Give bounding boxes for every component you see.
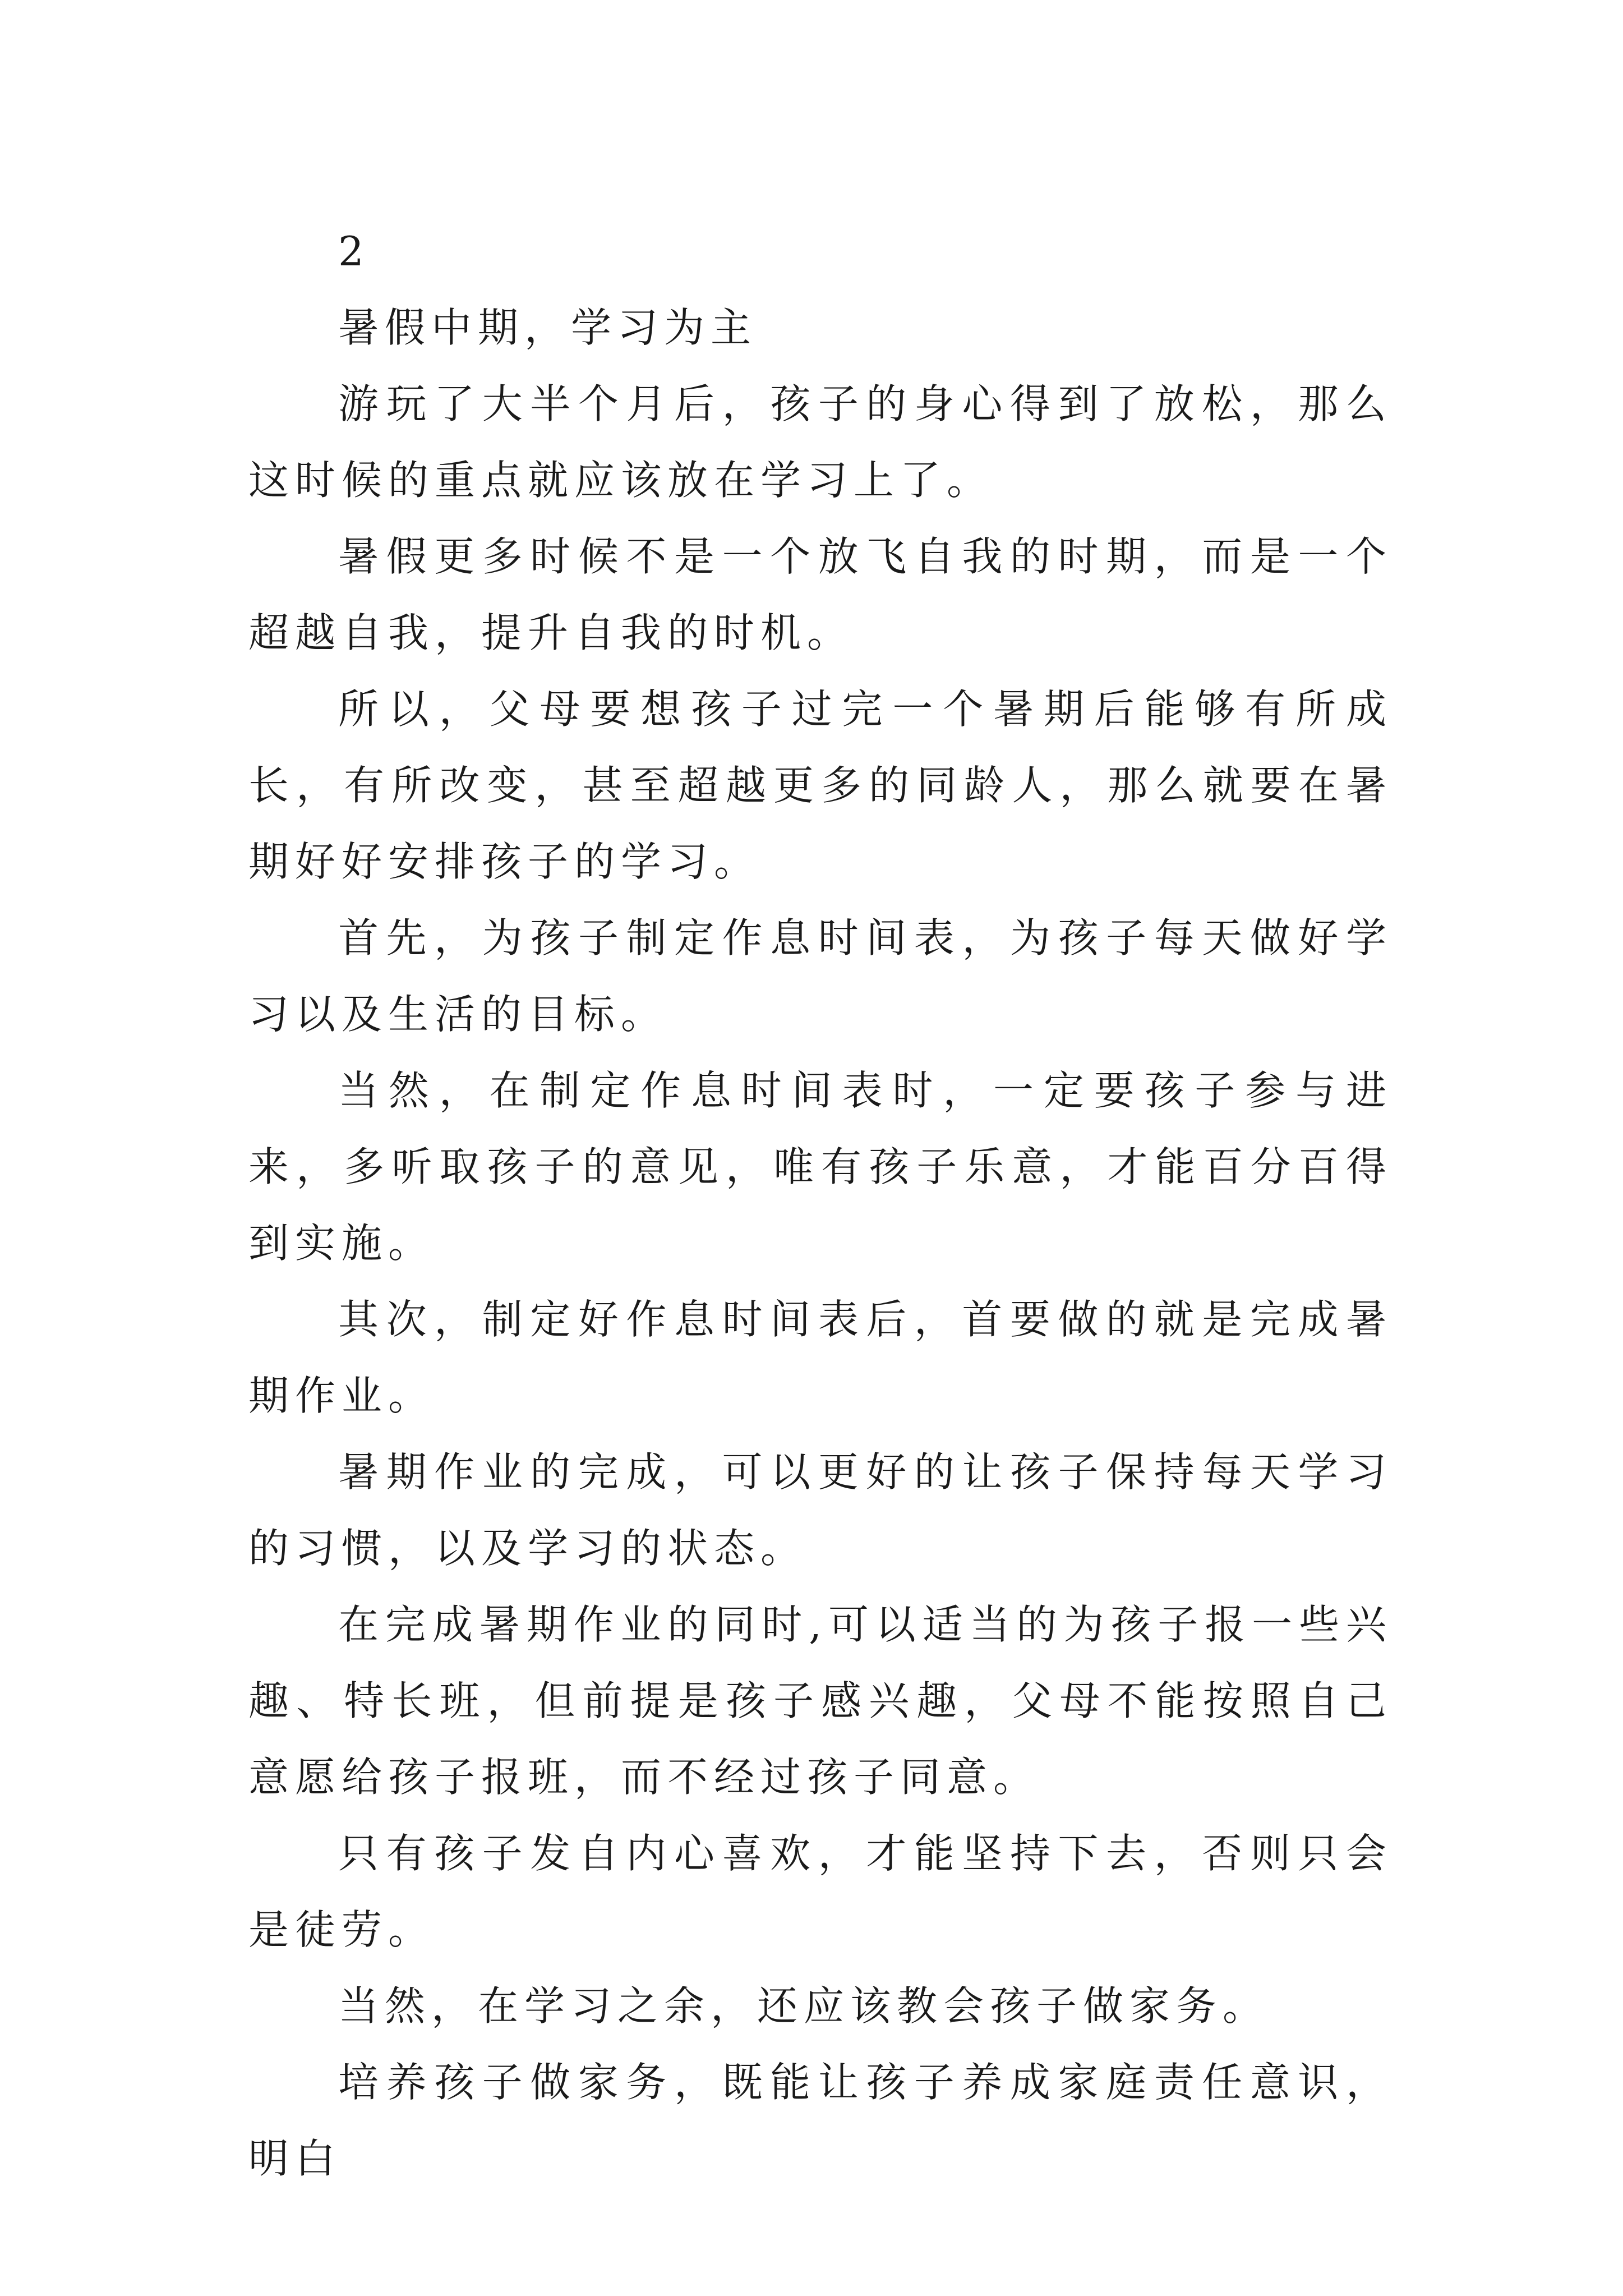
paragraph: 培养孩子做家务，既能让孩子养成家庭责任意识，明白 <box>248 2059 1393 2182</box>
paragraph: 暑假更多时候不是一个放飞自我的时期，而是一个超越自我，提升自我的时机。 <box>248 533 1393 656</box>
paragraph: 在完成暑期作业的同时,可以适当的为孩子报一些兴趣、特长班，但前提是孩子感兴趣，父母不能按照自己意愿给孩子报班，而不经过孩子同意。 <box>248 1601 1393 1801</box>
paragraph: 游玩了大半个月后，孩子的身心得到了放松，那么这时候的重点就应该放在学习上了。 <box>248 380 1393 504</box>
paragraph: 所以，父母要想孩子过完一个暑期后能够有所成长，有所改变，甚至超越更多的同龄人，那么就要在暑期好好安排孩子的学习。 <box>248 685 1393 885</box>
document-body <box>248 213 1393 2197</box>
paragraph: 其次，制定好作息时间表后，首要做的就是完成暑期作业。 <box>248 1296 1393 1419</box>
section-heading: 暑假中期，学习为主 <box>338 304 758 351</box>
paragraph: 当然，在制定作息时间表时，一定要孩子参与进来，多听取孩子的意见，唯有孩子乐意，才能百分百得到实施。 <box>248 1067 1393 1267</box>
paragraph: 只有孩子发自内心喜欢，才能坚持下去，否则只会是徒劳。 <box>248 1830 1393 1953</box>
paragraph: 首先，为孩子制定作息时间表，为孩子每天做好学习以及生活的目标。 <box>248 914 1393 1038</box>
paragraph: 暑期作业的完成，可以更好的让孩子保持每天学习的习惯，以及学习的状态。 <box>248 1448 1393 1572</box>
page-number: 2 <box>338 228 370 275</box>
paragraph: 当然，在学习之余，还应该教会孩子做家务。 <box>338 1982 1270 2030</box>
